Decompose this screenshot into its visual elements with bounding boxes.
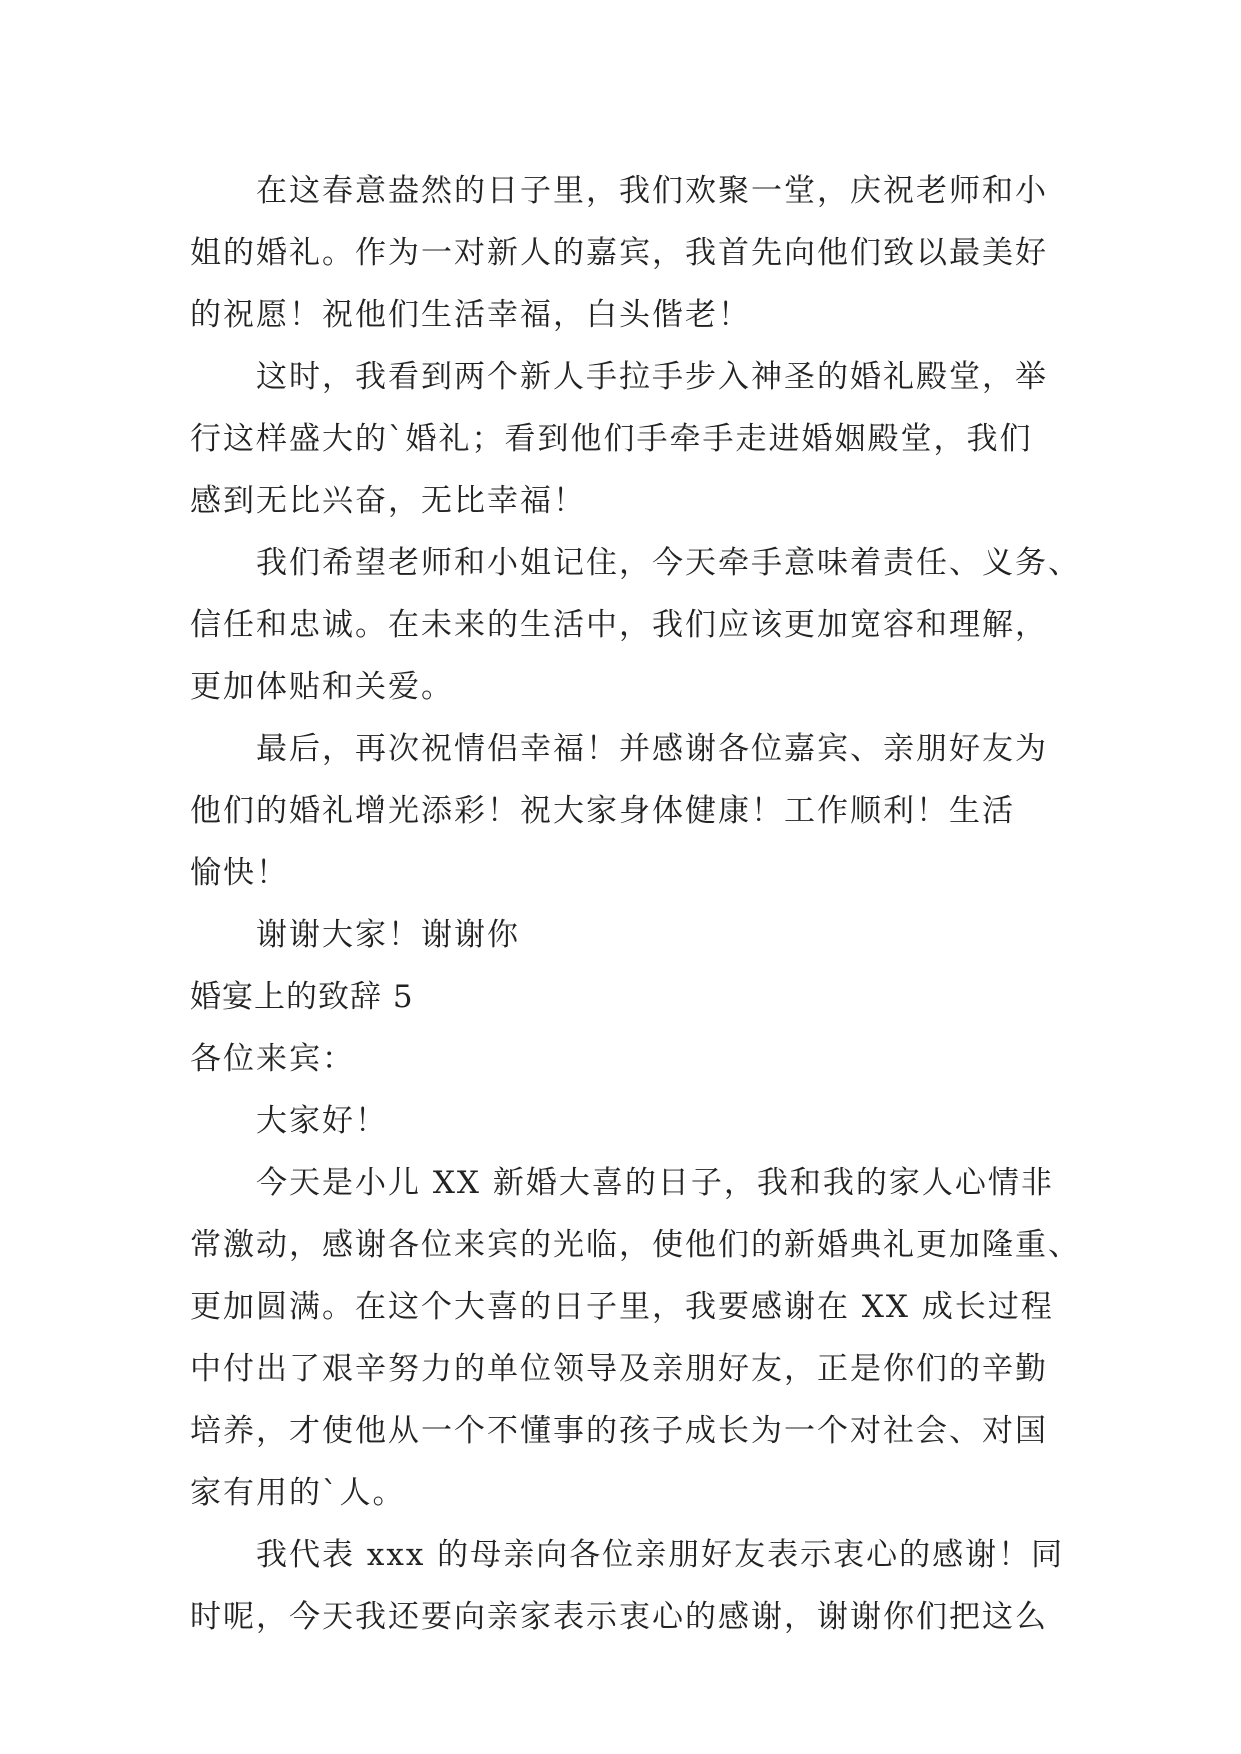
text-line: 我们希望老师和小姐记住，今天牵手意味着责任、义务、 [256, 545, 1081, 581]
text-line: 他们的婚礼增光添彩！祝大家身体健康！工作顺利！生活 [190, 793, 1015, 829]
greeting: 大家好！ [256, 1103, 388, 1139]
paragraph [190, 904, 1060, 966]
text-line: 培养，才使他从一个不懂事的孩子成长为一个对社会、对国 [190, 1413, 1048, 1449]
text-line: 今天是小儿 XX 新婚大喜的日子，我和我的家人心情非 [256, 1165, 1054, 1201]
text-line: 行这样盛大的`婚礼；看到他们手牵手走进婚姻殿堂，我们 [190, 421, 1033, 457]
salutation: 各位来宾： [190, 1041, 355, 1077]
text-line: 更加体贴和关爱。 [190, 669, 454, 705]
text-line: 更加圆满。在这个大喜的日子里，我要感谢在 XX 成长过程 [190, 1289, 1054, 1325]
document-body [190, 160, 1081, 1648]
paragraph [190, 1524, 1065, 1648]
paragraph [190, 1152, 1081, 1524]
text-line: 我代表 xxx 的母亲向各位亲朋好友表示衷心的感谢！同 [256, 1537, 1065, 1573]
text-line: 在这春意盎然的日子里，我们欢聚一堂，庆祝老师和小 [256, 173, 1048, 209]
text-line: 愉快！ [190, 855, 289, 891]
section-title: 婚宴上的致辞 5 [190, 979, 414, 1015]
paragraph [190, 532, 1081, 718]
text-line: 信任和忠诚。在未来的生活中，我们应该更加宽容和理解， [190, 607, 1048, 643]
text-line: 时呢，今天我还要向亲家表示衷心的感谢，谢谢你们把这么 [190, 1599, 1048, 1635]
text-line: 的祝愿！祝他们生活幸福，白头偕老！ [190, 297, 751, 333]
paragraph [190, 718, 1060, 904]
text-line: 谢谢大家！谢谢你 [256, 917, 520, 953]
text-line: 最后，再次祝情侣幸福！并感谢各位嘉宾、亲朋好友为 [256, 731, 1048, 767]
paragraph [190, 160, 1060, 346]
text-line: 中付出了艰辛努力的单位领导及亲朋好友，正是你们的辛勤 [190, 1351, 1048, 1387]
text-line: 感到无比兴奋，无比幸福！ [190, 483, 586, 519]
text-line: 这时，我看到两个新人手拉手步入神圣的婚礼殿堂，举 [256, 359, 1048, 395]
text-line: 常激动，感谢各位来宾的光临，使他们的新婚典礼更加隆重、 [190, 1227, 1081, 1263]
text-line: 姐的婚礼。作为一对新人的嘉宾，我首先向他们致以最美好 [190, 235, 1048, 271]
paragraph [190, 346, 1060, 532]
text-line: 家有用的`人。 [190, 1475, 406, 1511]
